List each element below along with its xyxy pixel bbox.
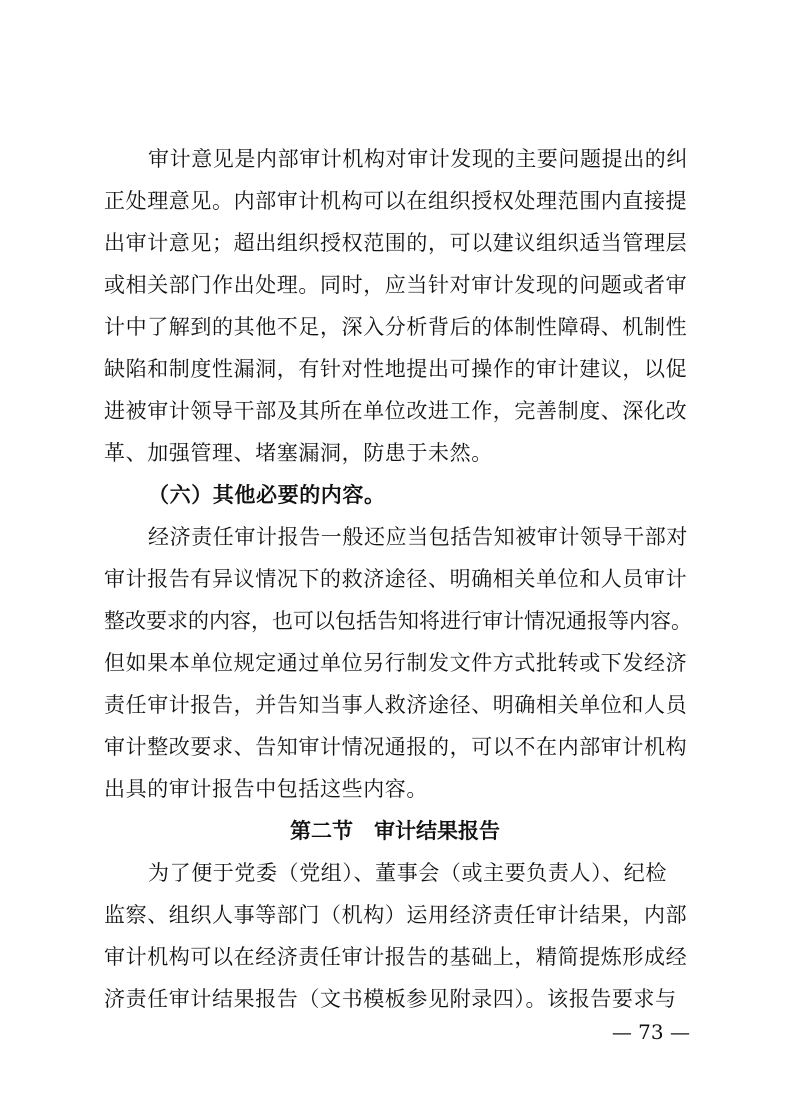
text-line: 审计意见是内部审计机构对审计发现的主要问题提出的纠: [148, 147, 688, 171]
text-line: 但如果本单位规定通过单位另行制发文件方式批转或下发经济: [104, 651, 688, 675]
text-line: 责任审计报告，并告知当事人救济途径、明确相关单位和人员: [104, 693, 688, 717]
text-line: 经济责任审计报告一般还应当包括告知被审计领导干部对: [148, 525, 688, 549]
text-line: 审计整改要求、告知审计情况通报的，可以不在内部审计机构: [104, 735, 688, 759]
text-line: 审计机构可以在经济责任审计报告的基础上，精简提炼形成经: [104, 945, 688, 969]
text-line: 革、加强管理、堵塞漏洞，防患于未然。: [104, 441, 493, 465]
page-number: — 73 —: [611, 1020, 690, 1044]
text-line: 济责任审计结果报告（文书模板参见附录四）。该报告要求与: [104, 987, 677, 1011]
text-line: 计中了解到的其他不足，深入分析背后的体制性障碍、机制性: [104, 315, 688, 339]
text-line: 为了便于党委（党组）、董事会（或主要负责人）、纪检: [148, 861, 667, 885]
text-line: 出具的审计报告中包括这些内容。: [104, 777, 428, 801]
section-heading: 第二节 审计结果报告: [290, 819, 500, 843]
subheading-other-content: （六）其他必要的内容。: [148, 482, 386, 507]
text-line: 整改要求的内容，也可以包括告知将进行审计情况通报等内容。: [104, 609, 692, 633]
text-line: 出审计意见；超出组织授权范围的，可以建议组织适当管理层: [104, 231, 688, 255]
text-line: 或相关部门作出处理。同时，应当针对审计发现的问题或者审: [104, 273, 688, 297]
text-line: 监察、组织人事等部门（机构）运用经济责任审计结果，内部: [104, 903, 688, 927]
text-line: 审计报告有异议情况下的救济途径、明确相关单位和人员审计: [104, 567, 688, 591]
text-line: 正处理意见。内部审计机构可以在组织授权处理范围内直接提: [104, 189, 688, 213]
text-line: 进被审计领导干部及其所在单位改进工作，完善制度、深化改: [104, 399, 688, 423]
text-line: 缺陷和制度性漏洞，有针对性地提出可操作的审计建议，以促: [104, 357, 688, 381]
